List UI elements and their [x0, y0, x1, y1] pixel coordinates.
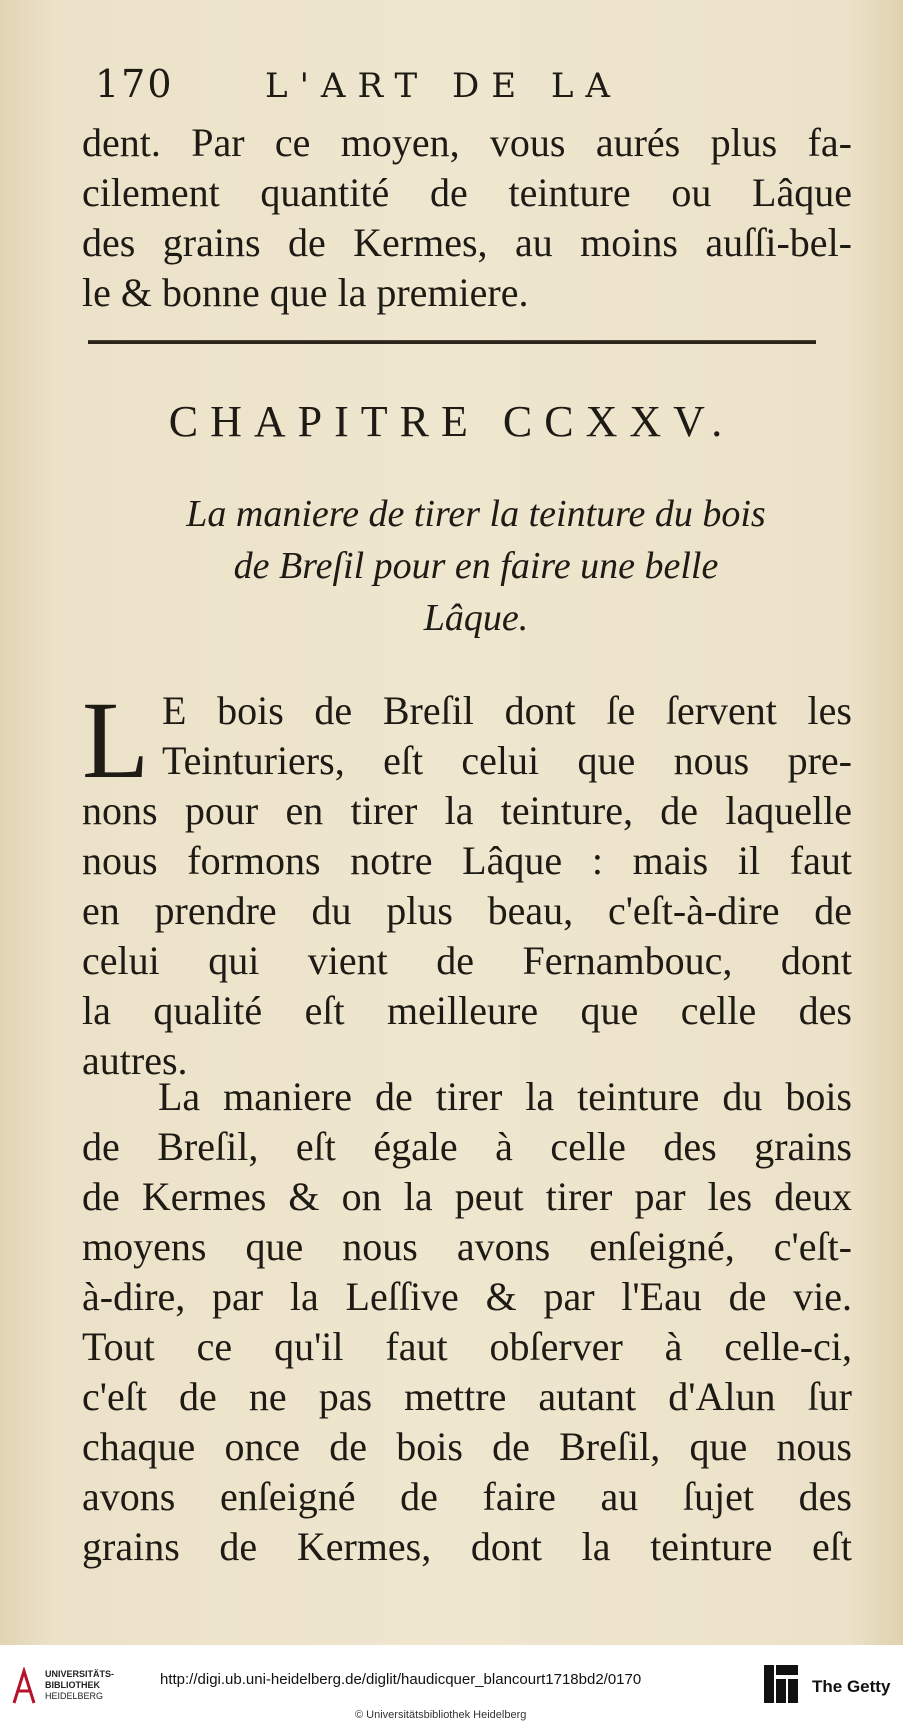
- text-line: La maniere de tirer la teinture du bois: [158, 1074, 852, 1119]
- subtitle-line: La maniere de tirer la teinture du bois: [186, 493, 766, 535]
- text-line: le & bonne que la premiere.: [82, 270, 529, 315]
- text-line: en prendre du plus beau, c'eſt-à-dire de: [82, 888, 852, 933]
- page-header: [95, 62, 622, 106]
- paragraph-opening: [162, 686, 852, 786]
- page-number: 170: [95, 62, 174, 106]
- library-name-line: HEIDELBERG: [45, 1691, 104, 1701]
- paragraph-2: [82, 1072, 852, 1572]
- chapter-title: CHAPITRE CCXXV.: [168, 397, 735, 446]
- text-line: de Breſil, eſt égale à celle des grains: [82, 1124, 852, 1169]
- text-line: autres.: [82, 1038, 188, 1083]
- university-library-logo-icon: [10, 1667, 38, 1707]
- text-line: avons enſeigné de faire au ſujet des: [82, 1474, 852, 1519]
- paragraph-1: [82, 786, 852, 1086]
- footer-bar: [0, 1645, 903, 1735]
- text-line: E bois de Breſil dont ſe ſervent les: [162, 688, 852, 733]
- text-line: nons pour en tirer la teinture, de laquelle: [82, 788, 852, 833]
- text-line: de Kermes & on la peut tirer par les deux: [82, 1174, 852, 1219]
- text-line: dent. Par ce moyen, vous aurés plus fa-: [82, 120, 852, 165]
- text-line: moyens que nous avons enſeigné, c'eſt-: [82, 1224, 852, 1269]
- text-line: grains de Kermes, dont la teinture eſt: [82, 1524, 852, 1569]
- library-name-line: UNIVERSITÄTS-: [45, 1669, 115, 1679]
- text-line: nous formons notre Lâque : mais il faut: [82, 838, 852, 883]
- permalink-url[interactable]: http://digi.ub.uni-heidelberg.de/diglit/haudicquer_blancourt1718bd2/0170: [160, 1671, 642, 1688]
- section-divider: [88, 340, 816, 344]
- subtitle-line: Lâque.: [423, 597, 529, 639]
- text-line: chaque once de bois de Breſil, que nous: [82, 1424, 852, 1469]
- text-line: la qualité eſt meilleure que celle des: [82, 988, 852, 1033]
- copyright-notice: © Universitätsbibliothek Heidelberg: [355, 1709, 527, 1721]
- library-name: [45, 1669, 114, 1702]
- text-line: cilement quantité de teinture ou Lâque: [82, 170, 852, 215]
- drop-cap: L: [82, 679, 150, 801]
- text-line: Tout ce qu'il faut obſerver à celle-ci,: [82, 1324, 852, 1369]
- text-line: Teinturiers, eſt celui que nous pre-: [162, 738, 852, 783]
- subtitle-line: de Breſil pour en faire une belle: [233, 545, 719, 587]
- top-paragraph: [82, 118, 852, 318]
- library-name-line: BIBLIOTHEK: [45, 1680, 100, 1690]
- text-line: des grains de Kermes, au moins auſſi-bel-: [82, 220, 852, 265]
- text-line: à-dire, par la Leſſive & par l'Eau de vie.: [82, 1274, 852, 1319]
- chapter-subtitle: [96, 488, 856, 644]
- text-line: c'eſt de ne pas mettre autant d'Alun ſur: [82, 1374, 852, 1419]
- getty-logo-icon: [762, 1663, 800, 1705]
- running-title: L'ART DE LA: [265, 66, 622, 106]
- getty-label: The Getty: [812, 1677, 891, 1696]
- text-line: celui qui vient de Fernambouc, dont: [82, 938, 852, 983]
